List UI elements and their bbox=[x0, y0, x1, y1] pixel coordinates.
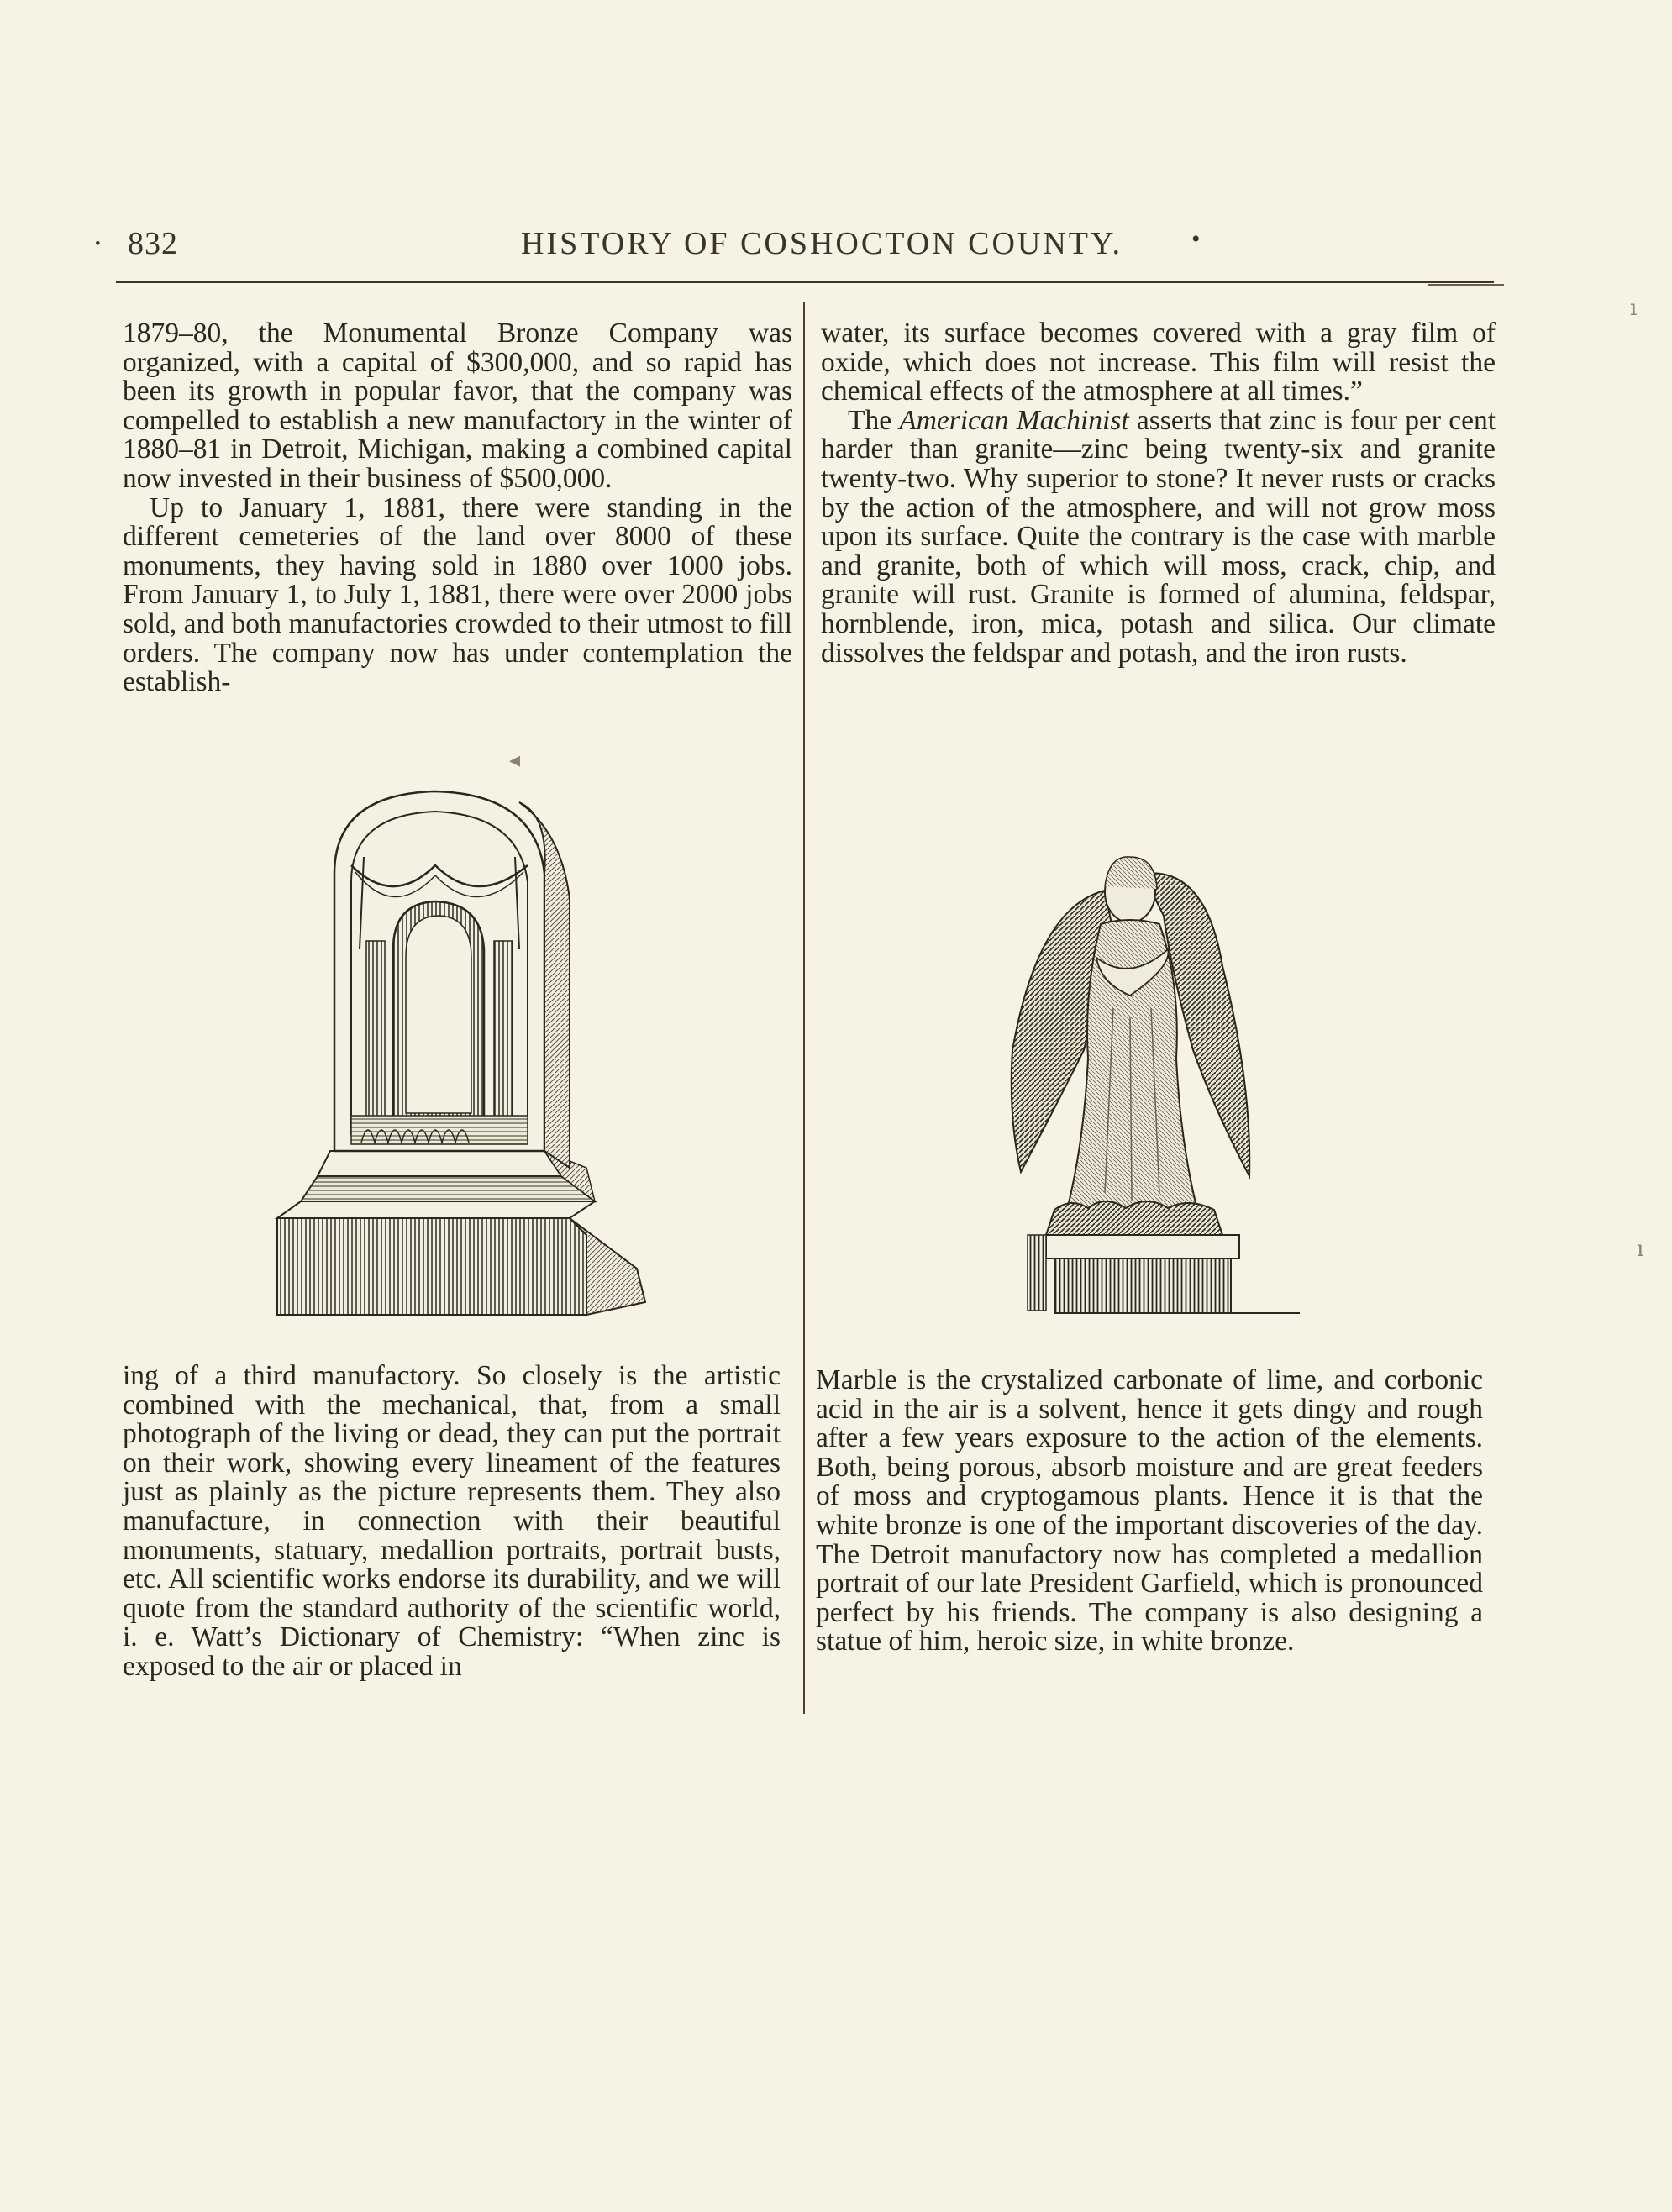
text-run: asserts that zinc is four per cent harder than granite—zinc being twenty-six and granite twenty-two. Why superior to stone? It never rusts or cracks by the action of the atmosphere, and will not grow moss upon its surface. Quite the contrary is the case with marble and granite, both of which will moss, crack, chip, and granite will rust. Granite is formed of alumina, feldspar, hornblende, iron, mica, potash and silica. Our climate dissolves the feldspar and potash, and the iron rusts. bbox=[821, 404, 1496, 669]
header-rule bbox=[116, 281, 1494, 283]
right-column-bottom bbox=[816, 1366, 1483, 1657]
left-mark: · bbox=[92, 226, 103, 261]
page-number: 832 bbox=[128, 226, 178, 261]
text-run: The bbox=[848, 404, 892, 436]
print-speck: ◂ bbox=[509, 748, 521, 773]
angel-statue-engraving bbox=[1004, 840, 1307, 1319]
header-rule-tail bbox=[1428, 284, 1504, 286]
column-divider bbox=[803, 302, 805, 1714]
paragraph: water, its surface becomes covered with a gray film of oxide, which does not increase. This film will resist the chemical effects of the atmosphere at all times.” bbox=[821, 318, 1496, 407]
right-mark: • bbox=[1191, 225, 1201, 253]
italic-title: American Machinist bbox=[899, 404, 1129, 436]
print-speck: ı bbox=[1630, 296, 1638, 321]
running-header bbox=[92, 225, 1504, 267]
left-column-top bbox=[123, 319, 792, 697]
left-column-bottom bbox=[123, 1362, 781, 1682]
right-column-top bbox=[821, 319, 1496, 668]
paragraph: Marble is the crystalized carbonate of lime, and corbonic acid in the air is a solvent, hence it gets dingy and rough after a few years exposure to the action of the elements. Both, being porous, absorb moisture and are great feeders of moss and cryptogamous plants. Hence it is that the white bronze is one of the important discoveries of the day. The Detroit manufactory now has completed a medallion portrait of our late President Garfield, which is pronounced perfect by his friends. The company is also designing a statue of him, heroic size, in white bronze. bbox=[816, 1364, 1483, 1658]
paragraph bbox=[821, 404, 1496, 669]
paragraph: ing of a third manufactory. So closely is the artistic combined with the mechanical, that, from a small photograph of the living or dead, they can put the portrait on their work, showing every lineament of the features just as plainly as the picture represents them. They also manufacture, in connection with their beautiful monuments, statuary, medallion portraits, portrait busts, etc. All scientific works endorse its durability, and we will quote from the standard authority of the scientific world, i. e. Watt’s Dictionary of Chemistry: “When zinc is exposed to the air or placed in bbox=[123, 1360, 781, 1682]
running-title: HISTORY OF COSHOCTON COUNTY. bbox=[521, 226, 1123, 261]
print-speck: ı bbox=[1637, 1237, 1644, 1262]
paragraph: 1879–80, the Monumental Bronze Company was organized, with a capital of $300,000, and so rapid has been its growth in popular favor, that the company was compelled to establish a new manufactory in the winter of 1880–81 in Detroit, Michigan, making a combined capital now invested in their business of $500,000. bbox=[123, 318, 792, 494]
monument-engraving bbox=[267, 781, 654, 1319]
paragraph: Up to January 1, 1881, there were standing in the different cemeteries of the land over 8000 of these monuments, they having sold in 1880 over 1000 jobs. From January 1, to July 1, 1881, there were over 2000 jobs sold, and both manufactories crowded to their utmost to fill orders. The company now has under contemplation the establish- bbox=[123, 491, 792, 698]
